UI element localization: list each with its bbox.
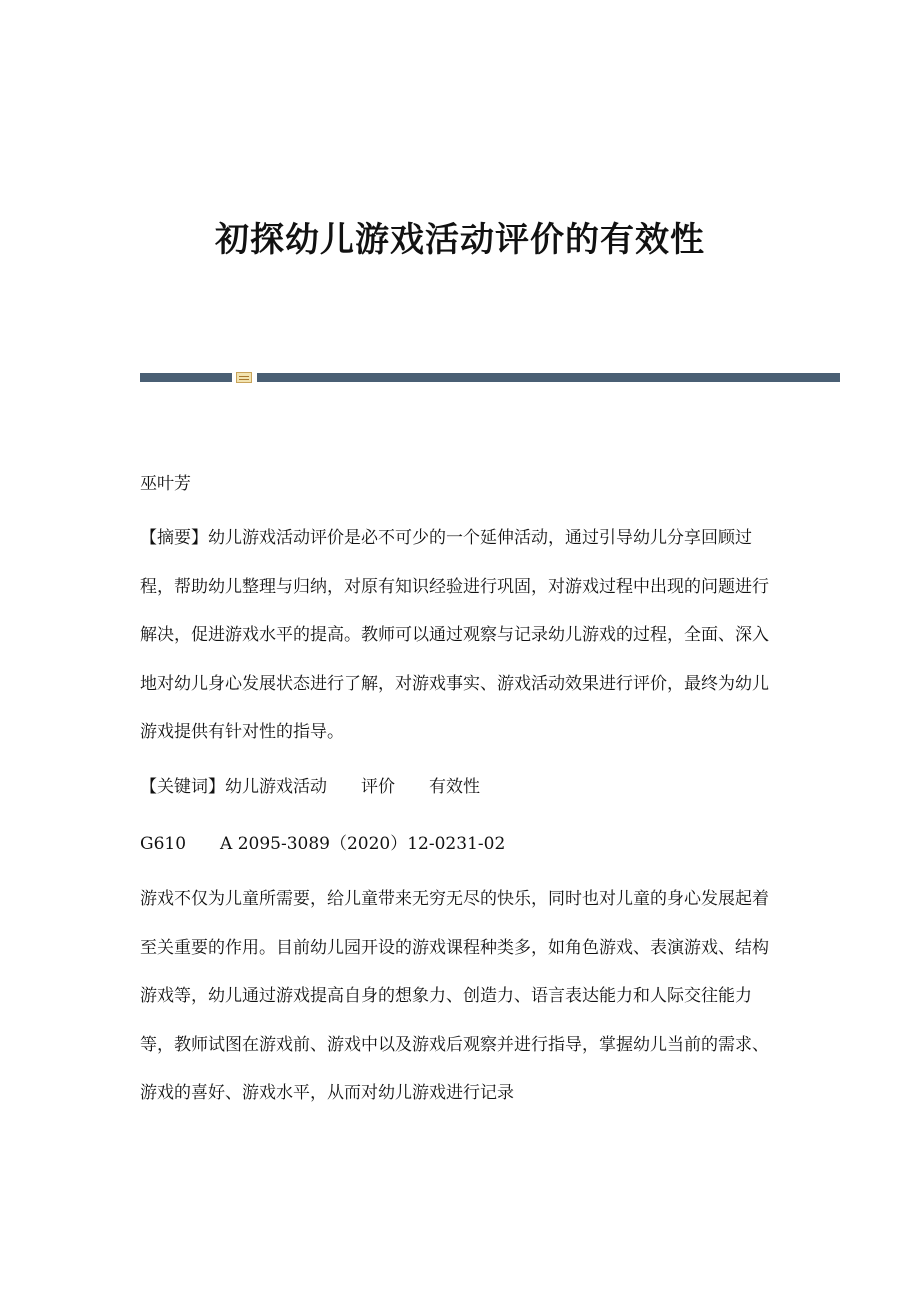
- classification-code: G610 A 2095-3089（2020）12-0231-02: [140, 834, 506, 854]
- title-divider-right: [257, 373, 840, 382]
- abstract-paragraph: 【摘要】幼儿游戏活动评价是必不可少的一个延伸活动，通过引导幼儿分享回顾过程，帮助幼儿整理与归纳，对原有知识经验进行巩固，对游戏过程中出现的问题进行解决，促进游戏水平的提高。教师可以通过观察与记录幼儿游戏的过程，全面、深入地对幼儿身心发展状态进行了解，对游戏事实、游戏活动效果进行评价，最终为幼儿游戏提供有针对性的指导。: [140, 528, 769, 742]
- body-paragraph: 游戏不仅为儿童所需要，给儿童带来无穷无尽的快乐，同时也对儿童的身心发展起着至关重要的作用。目前幼儿园开设的游戏课程种类多，如角色游戏、表演游戏、结构游戏等，幼儿通过游戏提高自身的想象力、创造力、语言表达能力和人际交往能力等，教师试图在游戏前、游戏中以及游戏后观察并进行指导，掌握幼儿当前的需求、游戏的喜好、游戏水平，从而对幼儿游戏进行记录: [140, 889, 769, 1103]
- page-title: 初探幼儿游戏活动评价的有效性: [215, 220, 705, 260]
- author-name: 巫叶芳: [140, 474, 191, 494]
- title-divider-left: [140, 373, 232, 382]
- keywords-line: 【关键词】幼儿游戏活动 评价 有效性: [140, 777, 480, 797]
- divider-ornament-icon: [236, 372, 252, 383]
